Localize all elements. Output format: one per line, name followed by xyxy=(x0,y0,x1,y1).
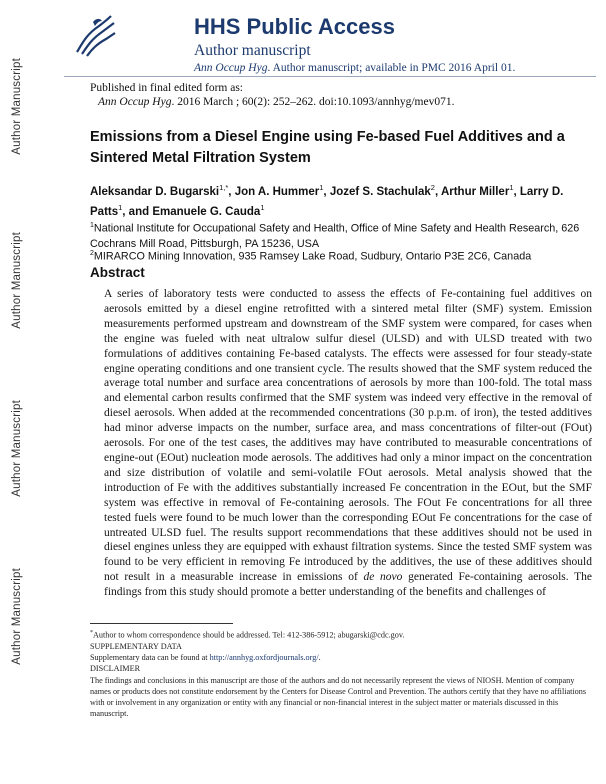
publication-details: . 2016 March ; 60(2): 252–262. doi:10.1093/annhyg/mev071. xyxy=(171,96,455,108)
abstract-italic: de novo xyxy=(363,571,403,584)
author-affiliation-sup: 2 xyxy=(430,183,435,192)
hhs-eagle-logo-icon xyxy=(73,12,117,60)
article-title: Emissions from a Diesel Engine using Fe-based Fuel Additives and a Sintered Metal Filtration System xyxy=(90,129,565,166)
author-separator: , xyxy=(513,185,520,198)
footnote-divider xyxy=(90,623,233,624)
author-affiliation-sup: 1 xyxy=(509,183,514,192)
author-separator: , xyxy=(323,185,330,198)
author-affiliation-sup: 1,* xyxy=(219,183,229,192)
sidebar-label: Author Manuscript xyxy=(11,232,23,329)
abstract-text-end: generated Fe-containing aerosols. The findings from this study should promote a better understanding of the benefits and challenges of xyxy=(104,571,592,599)
affiliation-2 xyxy=(90,246,590,265)
abstract-heading: Abstract xyxy=(90,265,145,280)
author-name: Jozef S. Stachulak xyxy=(329,185,431,198)
footnotes xyxy=(90,628,592,719)
availability-text: . Author manuscript; available in PMC 2016 April 01. xyxy=(267,62,516,74)
author-name: Jon A. Hummer xyxy=(234,185,320,198)
publication-citation xyxy=(90,95,454,109)
affiliation-sup: 2 xyxy=(90,250,94,257)
affiliation-text: National Institute for Occupational Safety and Health, Office of Mine Safety and Health Research, 626 Cochrans Mill Road, Pittsburgh, PA 15236, USA xyxy=(90,222,580,250)
hhs-header xyxy=(64,12,594,77)
disclaimer-text: The findings and conclusions in this manuscript are those of the authors and do not necessarily represent the views of NIOSH. Mention of company names or products does not constitute endorsement by the Centers for Disease Control and Prevention. The authors certify that they have no affiliations with or involvement in any organization or entity with any financial or non-financial interest in the subject matter or materials discussed in this manuscript. xyxy=(90,675,587,719)
author-affiliation-sup: 1 xyxy=(118,202,123,212)
author-name: Larry D. Patts xyxy=(90,185,564,218)
abstract-text: A series of laboratory tests were conducted to assess the effects of Fe-containing fuel additives on aerosols emitted by a diesel engine retrofitted with a sintered metal filter (SMF) system. Emission measurements performed upstream and downstream of the SMF system were compared, for cases when the engine was fueled with neat ultralow sulfur diesel (ULSD) and with ULSD treated with two formulations of additives containing Fe-based catalysts. The effects were assessed for four steady-state engine operating conditions and one transient cycle. The results showed that the SMF system reduced the average total number and surface area concentrations of aerosols by more than 100-fold. The total mass and elemental carbon results confirmed that the SMF system was indeed very effective in the removal of diesel aerosols. When added at the recommended concentrations (30 p.p.m. of iron), the tested additives had minor adverse impacts on the number, surface area, and mass concentrations of filter-out (FOut) aerosols. For one of the test cases, the additives may have contributed to measurable concentrations of engine-out (EOut) nucleation mode aerosols. The additives had only a minor impact on the concentration and size distribution of volatile and semi-volatile FOut aerosols. Metal analysis showed that the introduction of Fe with the additives substantially increased Fe concentration in the EOut, but the SMF system was effective in removal of Fe-containing aerosols. The FOut Fe concentrations for all three tested fuels were found to be much lower than the corresponding EOut Fe concentrations for the case of untreated ULSD fuel. The results support recommendations that these additives should not be used in diesel engines unless they are equipped with exhaust filtration systems. Since the tested SMF system was found to be very efficient in removing Fe introduced by the additives, the use of these additives should not result in a measurable increase in emissions of xyxy=(104,288,592,584)
publication-journal: Ann Occup Hyg xyxy=(98,96,172,108)
abstract-body xyxy=(104,287,592,600)
sidebar-label: Author Manuscript xyxy=(11,568,23,665)
journal-name: Ann Occup Hyg xyxy=(194,62,268,74)
supplementary-end: . xyxy=(318,653,321,663)
sidebar-label: Author Manuscript xyxy=(11,400,23,497)
author-list xyxy=(90,180,590,220)
author-manuscript-label: Author manuscript xyxy=(194,42,311,59)
author-affiliation-sup: 1 xyxy=(319,183,324,192)
author-separator: , xyxy=(434,185,441,198)
author-name: Arthur Miller xyxy=(440,185,510,198)
correspondence-sup: * xyxy=(90,630,93,636)
hhs-public-access-title: HHS Public Access xyxy=(194,14,395,39)
journal-availability xyxy=(194,62,515,74)
publication-info xyxy=(90,81,454,109)
correspondence-text: Author to whom correspondence should be addressed. Tel: 412-386-5912; abugarski@cdc.gov. xyxy=(93,630,405,640)
supplementary-heading: SUPPLEMENTARY DATA xyxy=(90,641,182,651)
affiliation-text: MIRARCO Mining Innovation, 935 Ramsey Lake Road, Sudbury, Ontario P3E 2C6, Canada xyxy=(93,250,532,263)
author-manuscript-sidebar xyxy=(0,0,60,784)
author-separator: , xyxy=(228,185,235,198)
header-divider xyxy=(64,76,596,77)
supplementary-link[interactable]: http://annhyg.oxfordjournals.org/ xyxy=(209,653,319,663)
supplementary-note xyxy=(90,652,592,663)
published-label: Published in final edited form as: xyxy=(90,82,243,94)
affiliation-sup: 1 xyxy=(90,222,94,229)
author-name: Emanuele G. Cauda xyxy=(152,205,261,218)
disclaimer-heading: DISCLAIMER xyxy=(90,664,141,674)
author-affiliation-sup: 1 xyxy=(260,202,265,212)
sidebar-label: Author Manuscript xyxy=(11,58,23,155)
author-separator: , and xyxy=(122,205,153,218)
correspondence-note xyxy=(90,628,592,641)
supplementary-text: Supplementary data can be found at xyxy=(90,653,210,663)
author-name: Aleksandar D. Bugarski xyxy=(90,185,220,198)
